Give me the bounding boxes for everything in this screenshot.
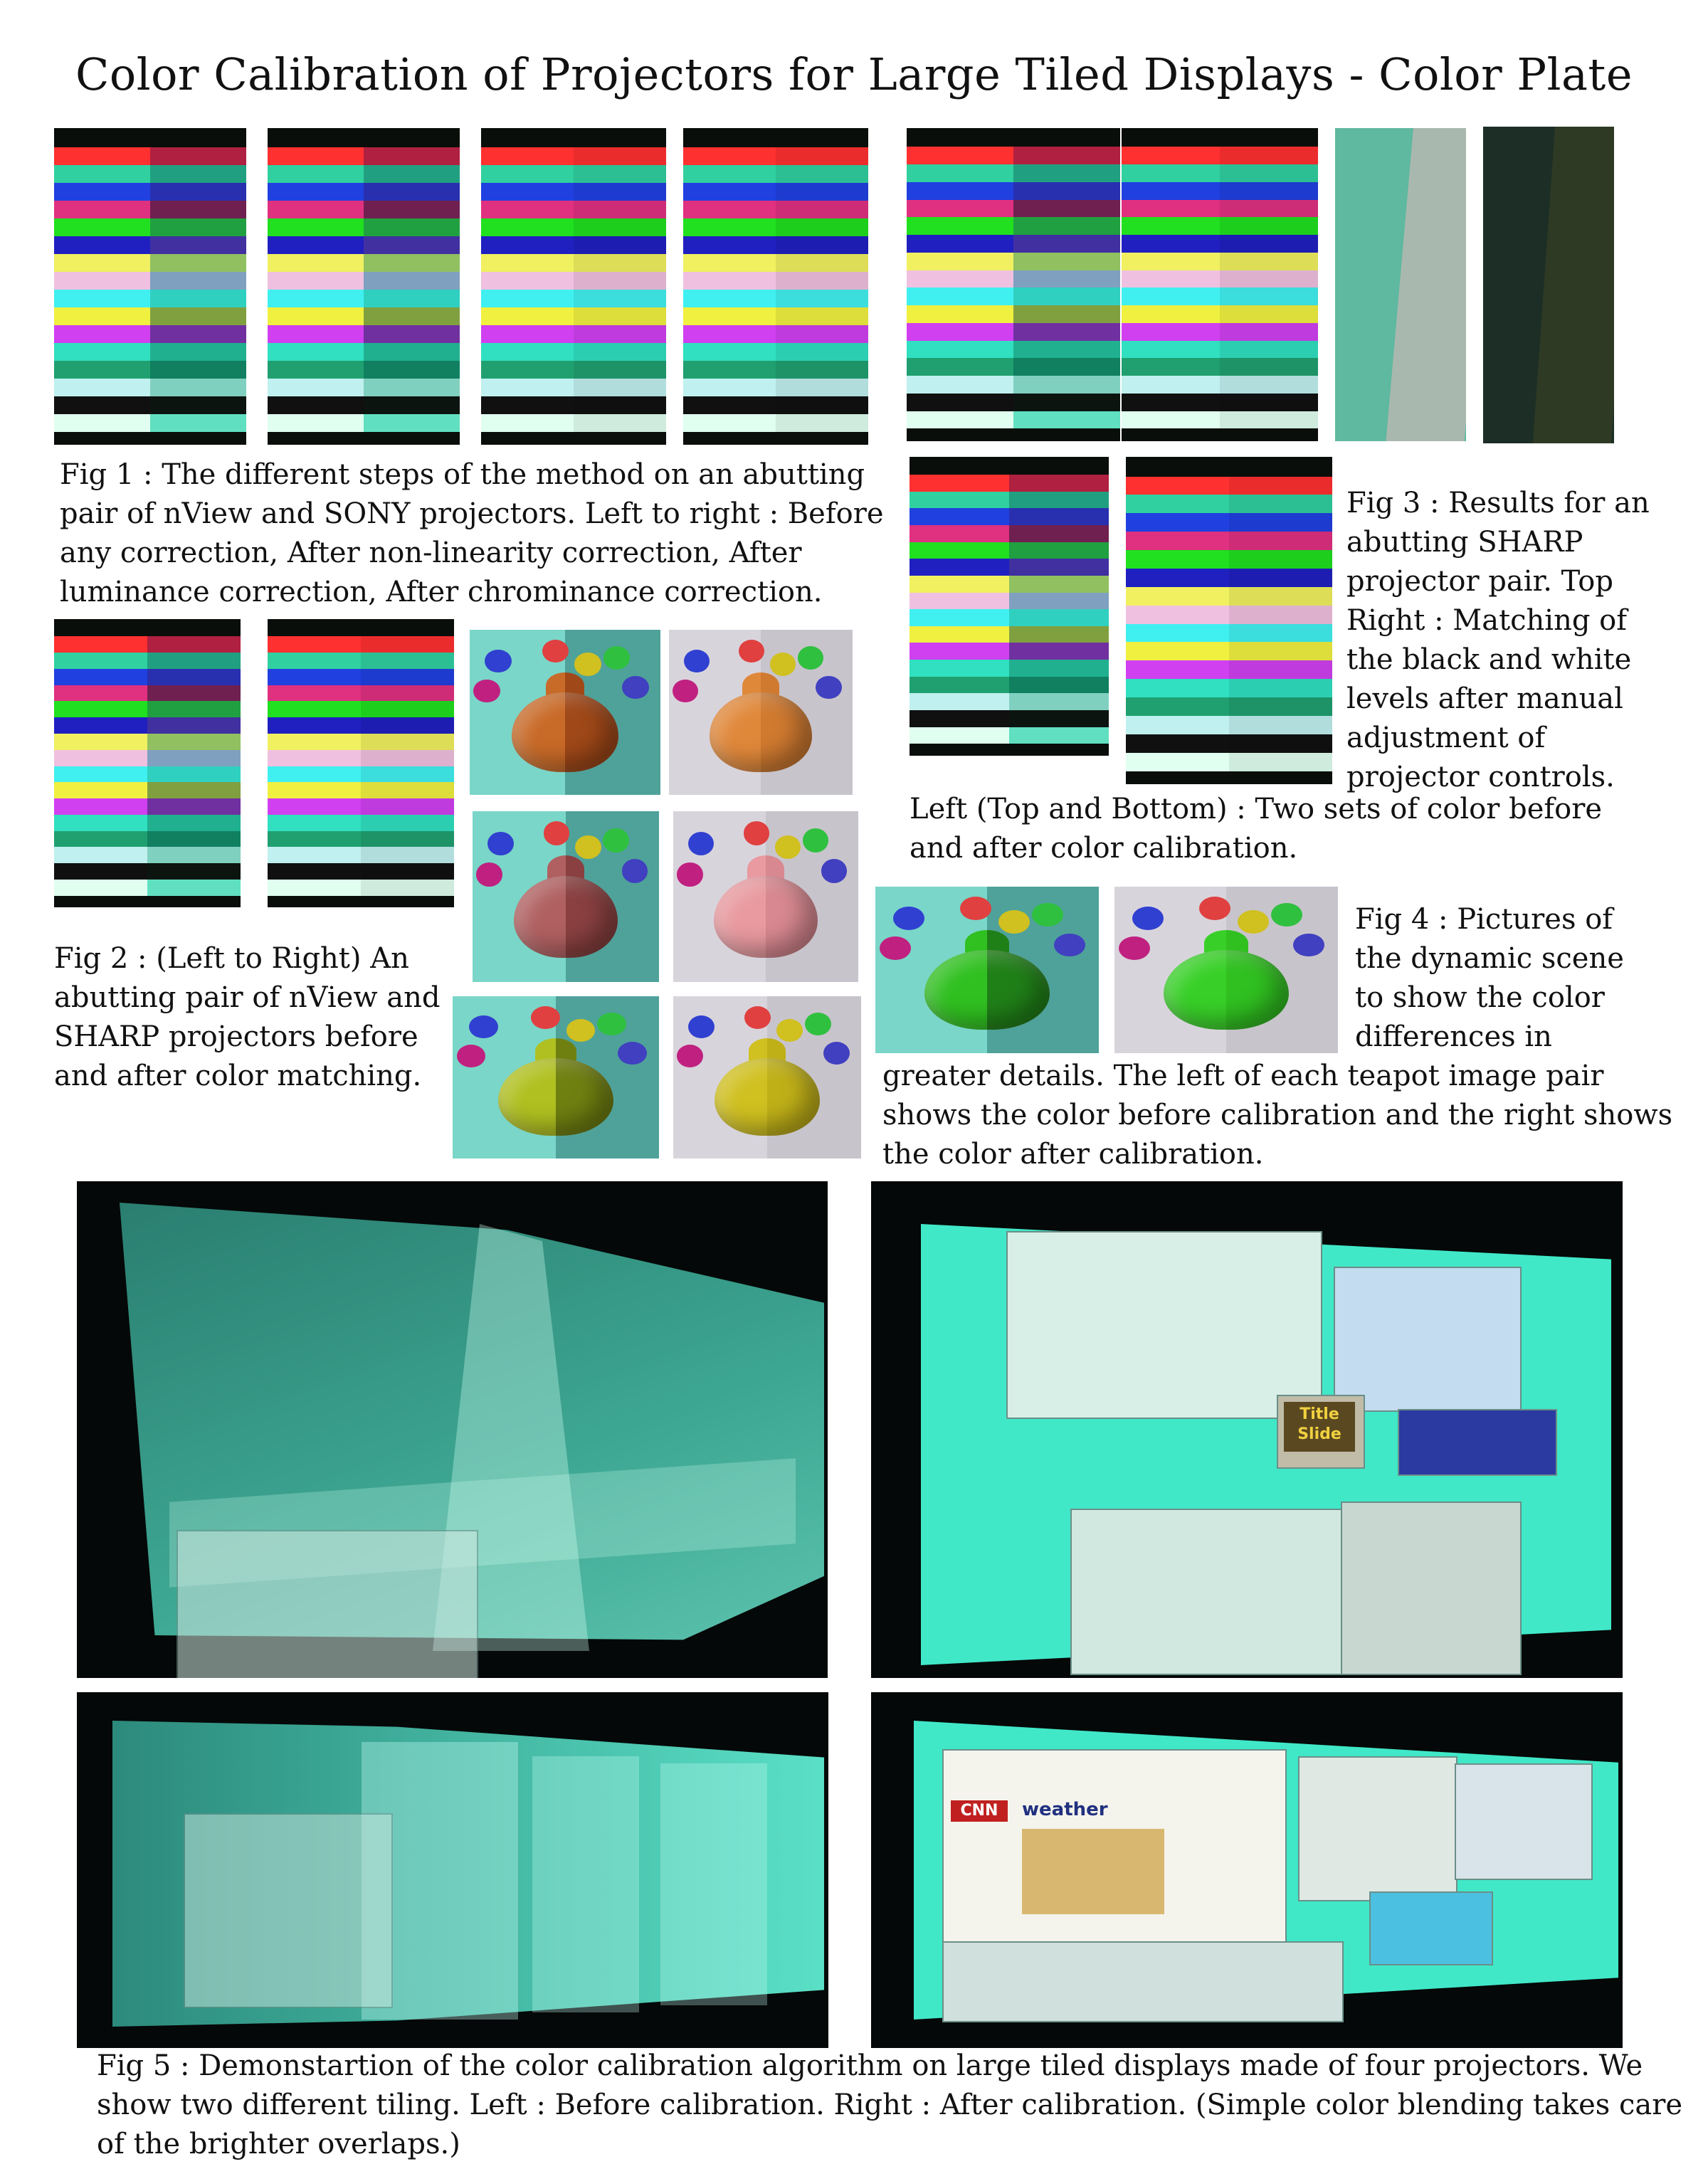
color-bar-row	[1122, 164, 1318, 182]
fig1-caption-line: any correction, After non-linearity correction, After	[60, 537, 802, 569]
small-teapot	[821, 859, 847, 883]
fig3-bottom-after-panel	[1126, 457, 1332, 784]
color-bar-row	[1122, 305, 1318, 323]
color-bar-row	[54, 782, 241, 798]
fig4-caption-line: Fig 4 : Pictures of	[1355, 903, 1613, 936]
color-bar-row	[683, 201, 868, 218]
color-bar-row	[268, 325, 460, 343]
color-bar-row	[683, 254, 868, 272]
color-bar-row	[1122, 200, 1318, 218]
color-bar-row	[1126, 716, 1332, 734]
color-bar-row	[1126, 569, 1332, 587]
color-bar-row	[910, 609, 1109, 626]
color-bar-row	[1126, 624, 1332, 643]
color-bar-row	[54, 701, 241, 717]
color-bar-row	[54, 307, 246, 325]
color-bar-row	[907, 182, 1120, 200]
small-teapot	[744, 1006, 771, 1029]
fig3-caption-line: the black and white	[1346, 643, 1632, 676]
color-bar-row	[1126, 513, 1332, 532]
color-bar-row	[268, 147, 460, 165]
desktop-window	[1341, 1501, 1522, 1675]
small-teapot	[1119, 936, 1150, 960]
color-bar-row	[907, 358, 1120, 376]
small-teapot	[798, 646, 823, 669]
small-teapot	[531, 1006, 560, 1029]
small-teapot	[574, 653, 601, 675]
color-bar-row	[54, 272, 246, 290]
color-bar-row	[910, 576, 1109, 593]
small-teapot	[622, 859, 648, 883]
teapot	[512, 692, 618, 771]
small-teapot	[1238, 910, 1269, 934]
fig2-before-panel	[54, 619, 241, 907]
desktop-window	[184, 1813, 393, 2008]
small-teapot	[893, 907, 924, 930]
color-bar-row	[1126, 697, 1332, 716]
fig2-teapot-orange-before	[470, 630, 660, 795]
color-bar-row	[683, 290, 868, 307]
color-bar-row	[910, 727, 1109, 744]
color-bar-row	[54, 343, 246, 361]
color-bar-row	[910, 475, 1109, 492]
color-bar-row	[907, 376, 1120, 394]
fig5-caption-line: show two different tiling. Left : Before calibration. Right : After calibration. (Simple color blending takes care	[97, 2089, 1683, 2121]
color-bars	[268, 147, 460, 433]
browser-window	[942, 1749, 1287, 1973]
fig3-top-before-panel	[907, 128, 1120, 441]
color-bar-row	[54, 636, 241, 653]
color-bar-row	[54, 147, 246, 165]
fig3-white-level-panel	[1335, 128, 1466, 441]
color-bar-row	[910, 693, 1109, 710]
color-bar-row	[54, 685, 241, 702]
small-teapot	[603, 646, 631, 669]
fig2-caption-line: Fig 2 : (Left to Right) An	[54, 942, 409, 975]
small-teapot	[603, 828, 629, 853]
small-teapot	[485, 650, 512, 672]
color-bar-row	[683, 343, 868, 361]
fig4-caption-line: differences in	[1355, 1020, 1552, 1053]
small-teapot	[1271, 903, 1302, 927]
color-bar-row	[54, 847, 241, 863]
color-bar-row	[907, 253, 1120, 270]
fig5-tiling2-before-photo	[77, 1692, 828, 2048]
color-bar-row	[910, 508, 1109, 525]
small-teapot	[487, 832, 514, 856]
color-bar-row	[54, 290, 246, 307]
fig1-caption-line: luminance correction, After chrominance correction.	[60, 576, 823, 608]
slide-window	[1277, 1395, 1365, 1469]
fig5-caption	[97, 2047, 1691, 2164]
color-bar-row	[481, 379, 666, 396]
fig4-caption-line: the dynamic scene	[1355, 942, 1624, 975]
fig2-teapot-pink-before	[473, 811, 659, 982]
fig3-caption	[1346, 484, 1702, 797]
fig3-caption-line: projector pair. Top	[1346, 565, 1613, 598]
small-teapot	[622, 676, 649, 699]
color-bar-row	[481, 325, 666, 343]
color-bar-row	[268, 669, 454, 685]
color-bar-row	[54, 750, 241, 766]
fig3-caption-line: Fig 3 : Results for an	[1346, 487, 1650, 519]
color-bar-row	[1126, 753, 1332, 771]
color-bar-row	[910, 643, 1109, 660]
color-bar-row	[907, 287, 1120, 305]
color-bar-row	[1126, 495, 1332, 513]
color-bar-row	[268, 734, 454, 750]
fig3-top-after-panel	[1122, 128, 1318, 441]
color-bar-row	[268, 218, 460, 236]
color-bars	[683, 147, 868, 433]
small-teapot	[476, 862, 502, 887]
color-bar-row	[683, 236, 868, 254]
color-bar-row	[268, 307, 460, 325]
color-bar-row	[54, 165, 246, 183]
color-bar-row	[268, 815, 454, 831]
color-bar-row	[268, 636, 454, 653]
fig3-caption-line: and after color calibration.	[910, 832, 1298, 865]
color-bars	[481, 147, 666, 433]
color-bar-row	[1126, 532, 1332, 550]
small-teapot	[744, 821, 769, 845]
color-bar-row	[268, 414, 460, 432]
fig5-caption-line: Fig 5 : Demonstartion of the color calibration algorithm on large tiled displays made of four projectors. We	[97, 2049, 1643, 2082]
color-bar-row	[54, 201, 246, 218]
small-teapot	[575, 835, 601, 860]
color-bar-row	[481, 183, 666, 201]
color-bars	[54, 636, 241, 896]
weather-heading: weather	[1022, 1799, 1108, 1820]
color-bars	[54, 147, 246, 433]
small-teapot	[566, 1019, 596, 1042]
teapot	[714, 876, 818, 958]
color-bar-row	[268, 379, 460, 396]
fig2-caption	[54, 939, 453, 1096]
fig1-luminance-panel	[481, 128, 666, 445]
small-teapot	[880, 936, 911, 960]
teapot	[1164, 950, 1289, 1030]
color-bar-row	[481, 201, 666, 218]
small-teapot	[1132, 907, 1164, 930]
color-bar-row	[683, 325, 868, 343]
fig5-tiling2-after-photo	[871, 1692, 1623, 2048]
color-bar-row	[268, 396, 460, 414]
color-bar-row	[268, 290, 460, 307]
color-bar-row	[54, 863, 241, 880]
color-bar-row	[910, 710, 1109, 727]
color-bar-row	[1122, 411, 1318, 429]
small-teapot	[776, 1019, 803, 1042]
color-bar-row	[481, 254, 666, 272]
small-teapot	[998, 910, 1030, 934]
color-bar-row	[1122, 358, 1318, 376]
color-bar-row	[910, 525, 1109, 542]
small-teapot	[1054, 934, 1085, 957]
color-bar-row	[907, 217, 1120, 235]
color-bars	[910, 475, 1109, 744]
overlap-band	[660, 1763, 767, 2005]
color-bar-row	[907, 147, 1120, 164]
fig3-black-level-panel	[1483, 127, 1614, 443]
fig3-caption-line: Left (Top and Bottom) : Two sets of color before	[910, 793, 1603, 825]
color-bar-row	[1126, 550, 1332, 569]
color-bar-row	[910, 492, 1109, 509]
color-bar-row	[683, 147, 868, 165]
fig2-teapot-yellow-before	[453, 996, 659, 1158]
fig2-caption-line: and after color matching.	[54, 1060, 422, 1092]
fig4-teapot-green-before	[875, 887, 1099, 1053]
color-bar-row	[683, 361, 868, 379]
desktop-window	[1070, 1509, 1344, 1675]
color-bar-row	[683, 414, 868, 432]
color-bar-row	[1122, 323, 1318, 341]
color-bar-row	[1126, 642, 1332, 660]
color-bar-row	[54, 414, 246, 432]
fig5-caption-line: of the brighter overlaps.)	[97, 2128, 460, 2160]
color-bar-row	[1122, 182, 1318, 200]
color-bar-row	[268, 717, 454, 734]
color-bar-row	[268, 653, 454, 669]
small-teapot	[469, 1015, 498, 1038]
color-bar-row	[54, 361, 246, 379]
color-bars	[907, 147, 1120, 428]
color-bar-row	[907, 200, 1120, 218]
color-bar-row	[910, 677, 1109, 694]
color-bar-row	[54, 325, 246, 343]
small-teapot	[673, 680, 698, 702]
desktop-window	[1006, 1231, 1322, 1419]
desktop-window	[1298, 1756, 1457, 1901]
color-bars	[1122, 147, 1318, 428]
page-title: Color Calibration of Projectors for Large Tiled Displays - Color Plate	[75, 48, 1633, 100]
desktop-window	[1455, 1763, 1593, 1880]
title-slide-label: Title Slide	[1284, 1402, 1355, 1452]
fig1-nonlinearity-panel	[268, 128, 460, 445]
color-bar-row	[907, 323, 1120, 341]
color-bar-row	[481, 218, 666, 236]
teapot	[715, 1058, 820, 1136]
color-bar-row	[907, 270, 1120, 288]
color-bar-row	[268, 750, 454, 766]
small-teapot	[770, 653, 796, 675]
color-bar-row	[1126, 679, 1332, 697]
teapot	[514, 876, 618, 958]
color-bar-row	[481, 343, 666, 361]
color-bar-row	[481, 272, 666, 290]
fig2-teapot-pink-after	[673, 811, 858, 982]
fig1-caption	[60, 455, 900, 612]
teapot	[924, 950, 1050, 1030]
desktop-window	[1369, 1891, 1493, 1965]
color-bar-row	[268, 880, 454, 896]
color-bar-row	[54, 831, 241, 848]
color-bar-row	[910, 559, 1109, 576]
color-bar-row	[683, 396, 868, 414]
color-bar-row	[268, 798, 454, 815]
color-bar-row	[907, 235, 1120, 253]
small-teapot	[473, 680, 500, 702]
fig5-tiling1-before-photo	[77, 1181, 828, 1678]
color-bar-row	[268, 201, 460, 218]
fig3-bottom-before-panel	[910, 457, 1109, 756]
fig2-after-panel	[268, 619, 454, 907]
color-bar-row	[268, 165, 460, 183]
fig4-teapot-green-after	[1114, 887, 1338, 1053]
color-bar-row	[54, 396, 246, 414]
overlap-band	[532, 1756, 639, 2012]
fig1-caption-line: pair of nView and SONY projectors. Left to right : Before	[60, 497, 884, 530]
color-bar-row	[54, 880, 241, 896]
color-bar-row	[481, 165, 666, 183]
fig3-caption-line: projector controls.	[1346, 761, 1615, 793]
color-bars	[268, 636, 454, 896]
color-bar-row	[1122, 147, 1318, 164]
color-bar-row	[1126, 587, 1332, 606]
color-bar-row	[1126, 606, 1332, 624]
color-bar-row	[268, 766, 454, 783]
color-bar-row	[54, 218, 246, 236]
color-bar-row	[481, 290, 666, 307]
small-teapot	[803, 828, 828, 853]
color-bar-row	[1122, 235, 1318, 253]
color-bar-row	[1122, 394, 1318, 411]
color-bar-row	[268, 847, 454, 863]
small-teapot	[960, 897, 991, 920]
color-bar-row	[54, 766, 241, 783]
fig5-tiling1-after-photo	[871, 1181, 1623, 1678]
cnn-logo: CNN	[951, 1800, 1008, 1822]
color-bar-row	[1122, 270, 1318, 288]
color-bar-row	[910, 660, 1109, 677]
color-bar-row	[910, 593, 1109, 610]
color-bar-row	[683, 379, 868, 396]
fig1-before-panel	[54, 128, 246, 445]
color-bar-row	[1126, 660, 1332, 679]
color-bar-row	[1122, 341, 1318, 359]
color-bar-row	[481, 396, 666, 414]
small-teapot	[823, 1042, 850, 1065]
desktop-window	[1398, 1409, 1557, 1476]
color-bar-row	[54, 254, 246, 272]
fig2-teapot-yellow-after	[673, 996, 861, 1158]
color-bar-row	[268, 183, 460, 201]
fig4-caption-line: the color after calibration.	[882, 1138, 1264, 1171]
color-bar-row	[910, 542, 1109, 559]
color-bar-row	[481, 236, 666, 254]
color-bar-row	[268, 831, 454, 848]
small-teapot	[1199, 897, 1230, 920]
fig2-teapot-orange-after	[669, 630, 853, 795]
color-bar-row	[907, 341, 1120, 359]
fig4-caption-line: to show the color	[1355, 981, 1605, 1014]
color-bar-row	[481, 147, 666, 165]
fig4-caption-bottom	[882, 1057, 1701, 1174]
color-bar-row	[54, 236, 246, 254]
fig1-chrominance-panel	[683, 128, 868, 445]
fig3-caption-line: abutting SHARP	[1346, 526, 1583, 559]
small-teapot	[1032, 903, 1063, 927]
color-bar-row	[1126, 734, 1332, 753]
small-teapot	[1293, 934, 1324, 957]
color-bar-row	[1122, 287, 1318, 305]
fig4-caption-line: shows the color before calibration and the right shows	[882, 1099, 1673, 1131]
small-teapot	[677, 862, 702, 887]
fig4-caption-line: greater details. The left of each teapot image pair	[882, 1060, 1604, 1092]
color-bar-row	[54, 183, 246, 201]
small-teapot	[618, 1042, 647, 1065]
color-bar-row	[268, 272, 460, 290]
color-bar-row	[683, 183, 868, 201]
small-teapot	[805, 1013, 831, 1035]
color-bar-row	[268, 254, 460, 272]
color-bar-row	[683, 165, 868, 183]
color-bar-row	[683, 272, 868, 290]
fig3-caption-line: adjustment of	[1346, 722, 1546, 754]
small-teapot	[544, 821, 570, 845]
desktop-window	[1334, 1267, 1522, 1412]
color-bar-row	[1122, 217, 1318, 235]
color-bar-row	[268, 782, 454, 798]
color-bars	[1126, 477, 1332, 771]
small-teapot	[816, 676, 841, 699]
fig3-caption-line: Right : Matching of	[1346, 604, 1628, 637]
color-bar-row	[683, 218, 868, 236]
color-bar-row	[268, 701, 454, 717]
color-bar-row	[481, 307, 666, 325]
small-teapot	[684, 650, 710, 672]
small-teapot	[597, 1013, 626, 1035]
color-bar-row	[54, 717, 241, 734]
color-bar-row	[910, 626, 1109, 643]
color-bar-row	[268, 343, 460, 361]
color-bar-row	[907, 411, 1120, 429]
fig3-caption-line: levels after manual	[1346, 682, 1623, 715]
color-bar-row	[54, 815, 241, 831]
color-bar-row	[268, 236, 460, 254]
fig2-caption-line: SHARP projectors before	[54, 1020, 418, 1053]
color-bar-row	[54, 669, 241, 685]
fig1-caption-line: Fig 1 : The different steps of the method on an abutting	[60, 458, 865, 491]
weather-map	[1022, 1829, 1164, 1914]
terminal-window	[942, 1941, 1344, 2022]
color-bar-row	[907, 164, 1120, 182]
color-bar-row	[268, 685, 454, 702]
color-bar-row	[54, 734, 241, 750]
color-bar-row	[1126, 477, 1332, 495]
teapot	[710, 692, 812, 771]
color-bar-row	[54, 798, 241, 815]
color-bar-row	[1122, 376, 1318, 394]
fig3-caption-left	[910, 790, 1692, 868]
color-bar-row	[54, 653, 241, 669]
color-bar-row	[481, 361, 666, 379]
color-bar-row	[54, 379, 246, 396]
fig4-caption	[1355, 900, 1697, 1057]
color-bar-row	[268, 863, 454, 880]
fig2-caption-line: abutting pair of nView and	[54, 981, 441, 1014]
color-bar-row	[1122, 253, 1318, 270]
desktop-window	[176, 1530, 478, 1678]
color-bar-row	[481, 414, 666, 432]
color-bar-row	[907, 305, 1120, 323]
color-bar-row	[268, 361, 460, 379]
color-bar-row	[683, 307, 868, 325]
color-bar-row	[907, 394, 1120, 411]
